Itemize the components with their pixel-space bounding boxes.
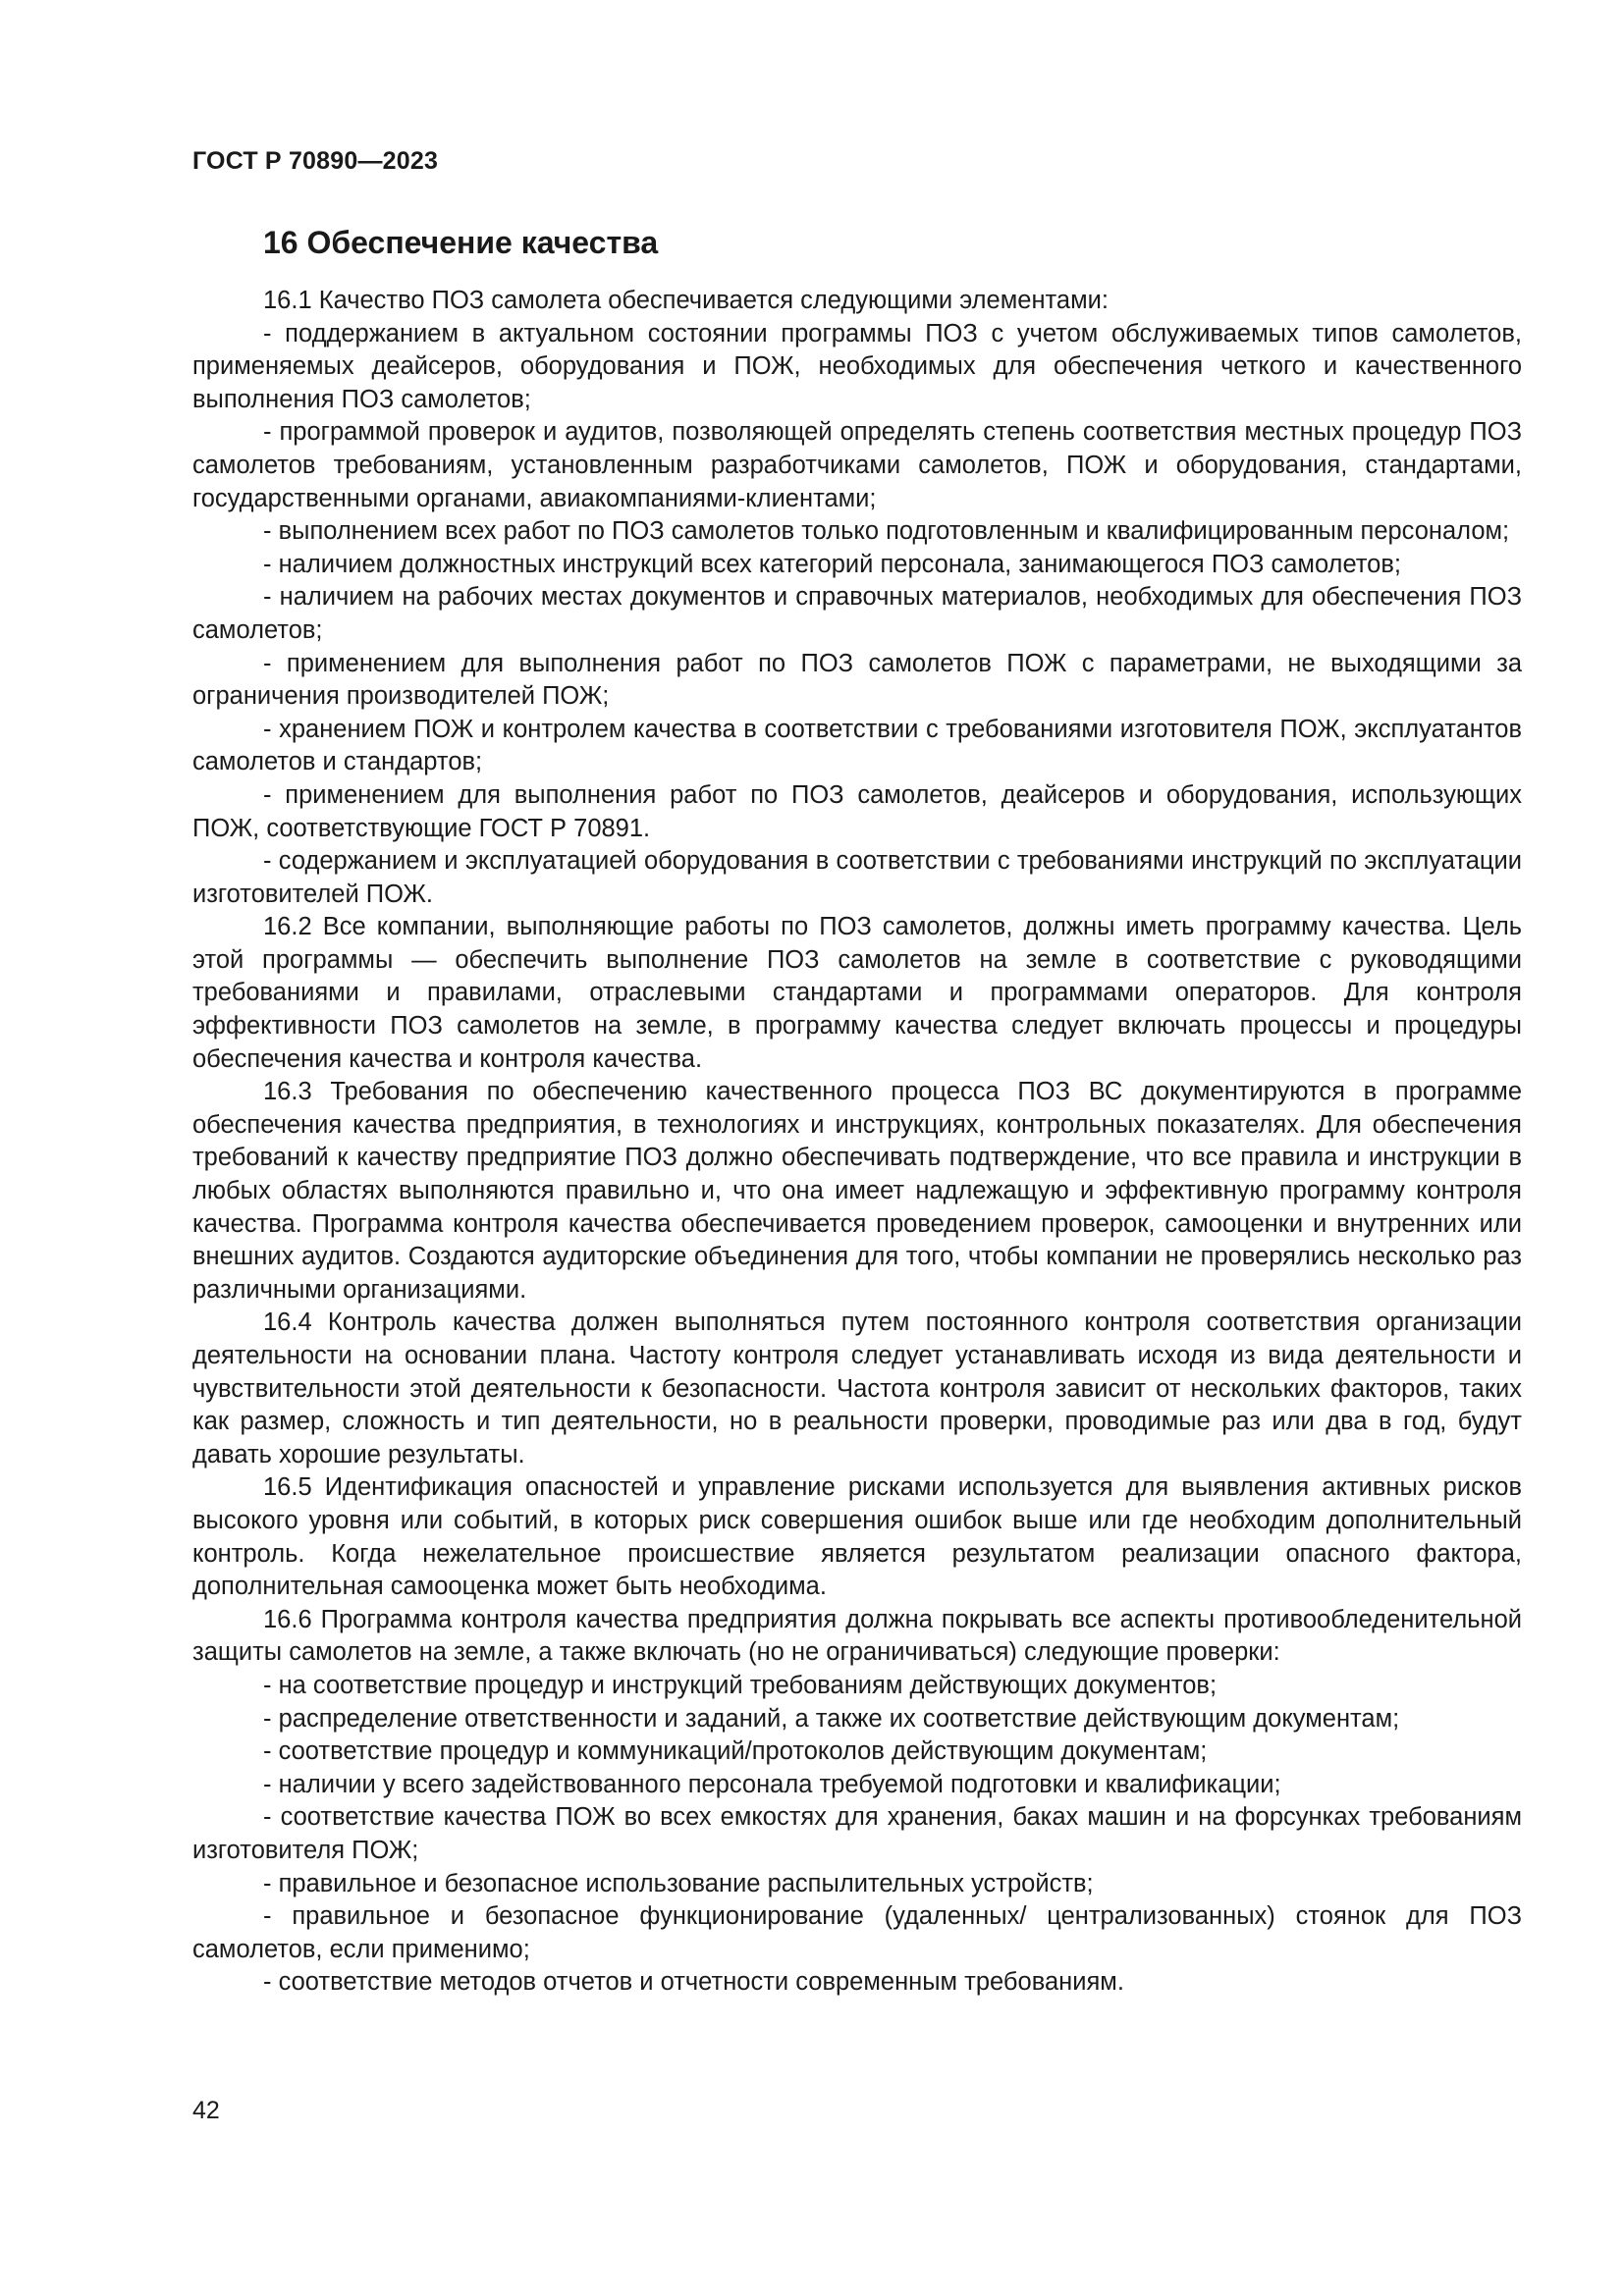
list-item: - правильное и безопасное использование распылительных устройств; xyxy=(263,1869,1094,1897)
paragraph: 16.5 Идентификация опасностей и управление рисками используется для выявления активных рисков высокого уровня или событий, в которых риск совершения ошибок выше или где необходим дополнительный контроль. Когда нежелательное происшествие является результатом реализации опасного фактора, дополнительная самооценка может быть необходима. xyxy=(192,1473,1522,1601)
list-item: - хранением ПОЖ и контролем качества в соответствии с требованиями изготовителя ПОЖ, эксплуатантов самолетов и стандартов; xyxy=(192,715,1522,776)
paragraph: 16.2 Все компании, выполняющие работы по ПОЗ самолетов, должны иметь программу качества. Цель этой программы — обеспечить выполнение ПОЗ самолетов на земле в соответствие с руководящими требованиями и правилами, отраслевыми стандартами и программами операторов. Для контроля эффективности ПОЗ самолетов на земле, в программу качества следует включать процессы и процедуры обеспечения качества и контроля качества. xyxy=(192,913,1522,1073)
list-item: - наличии у всего задействованного персонала требуемой подготовки и квалификации; xyxy=(263,1770,1281,1798)
page-number: 42 xyxy=(192,2097,220,2124)
list-item: - содержанием и эксплуатацией оборудования в соответствии с требованиями инструкций по эксплуатации изготовителей ПОЖ. xyxy=(192,847,1522,908)
section-title: 16 Обеспечение качества xyxy=(263,225,659,260)
paragraph: 16.3 Требования по обеспечению качественного процесса ПОЗ ВС документируются в программе обеспечения качества предприятия, в технологиях и инструкциях, контрольных показателях. Для обеспечения требований к качеству предприятие ПОЗ должно обеспечивать подтверждение, что все правила и инструкции в любых областях выполняются правильно и, что она имеет надлежащую и эффективную программу контроля качества. Программа контроля качества обеспечивается проведением проверок, самооценки и внутренних или внешних аудитов. Создаются аудиторские объединения для того, чтобы компании не проверялись несколько раз различными организациями. xyxy=(192,1078,1522,1304)
list-item: - наличием должностных инструкций всех категорий персонала, занимающегося ПОЗ самолетов; xyxy=(263,550,1401,578)
list-item: - выполнением всех работ по ПОЗ самолетов только подготовленным и квалифицированным персоналом; xyxy=(263,517,1510,546)
section-body xyxy=(192,285,1522,2000)
list-item: - наличием на рабочих местах документов и справочных материалов, необходимых для обеспечения ПОЗ самолетов; xyxy=(192,583,1522,644)
list-item: - правильное и безопасное функционирование (удаленных/ централизованных) стоянок для ПОЗ самолетов, если применимо; xyxy=(192,1902,1522,1963)
list-item: - соответствие процедур и коммуникаций/протоколов действующим документам; xyxy=(263,1737,1208,1766)
list-item: - поддержанием в актуальном состоянии программы ПОЗ с учетом обслуживаемых типов самолетов, применяемых деайсеров, оборудования и ПОЖ, необходимых для обеспечения четкого и качественного выполнения ПОЗ самолетов; xyxy=(192,319,1522,413)
list-item: - соответствие методов отчетов и отчетности современным требованиям. xyxy=(263,1968,1124,1997)
list-item: - распределение ответственности и заданий, а также их соответствие действующим документам; xyxy=(263,1704,1400,1733)
list-item: - применением для выполнения работ по ПОЗ самолетов ПОЖ с параметрами, не выходящими за ограничения производителей ПОЖ; xyxy=(192,649,1522,711)
list-item: - применением для выполнения работ по ПОЗ самолетов, деайсеров и оборудования, использующих ПОЖ, соответствующие ГОСТ Р 70891. xyxy=(192,780,1522,842)
document-code-header: ГОСТ Р 70890—2023 xyxy=(192,147,439,175)
paragraph: 16.4 Контроль качества должен выполняться путем постоянного контроля соответствия организации деятельности на основании плана. Частоту контроля следует устанавливать исходя из вида деятельности и чувствительности этой деятельности к безопасности. Частота контроля зависит от нескольких факторов, таких как размер, сложность и тип деятельности, но в реальности проверки, проводимые раз или два в год, будут давать хорошие результаты. xyxy=(192,1308,1522,1468)
paragraph: 16.1 Качество ПОЗ самолета обеспечивается следующими элементами: xyxy=(263,287,1109,314)
list-item: - соответствие качества ПОЖ во всех емкостях для хранения, баках машин и на форсунках требованиям изготовителя ПОЖ; xyxy=(192,1803,1522,1864)
list-item: - программой проверок и аудитов, позволяющей определять степень соответствия местных процедур ПОЗ самолетов требованиям, установленным разработчиками самолетов, ПОЖ и оборудования, стандартами, государственными органами, авиакомпаниями-клиентами; xyxy=(192,418,1522,512)
list-item: - на соответствие процедур и инструкций требованиям действующих документов; xyxy=(263,1671,1218,1699)
paragraph: 16.6 Программа контроля качества предприятия должна покрывать все аспекты противообледенительной защиты самолетов на земле, а также включать (но не ограничиваться) следующие проверки: xyxy=(192,1605,1522,1667)
